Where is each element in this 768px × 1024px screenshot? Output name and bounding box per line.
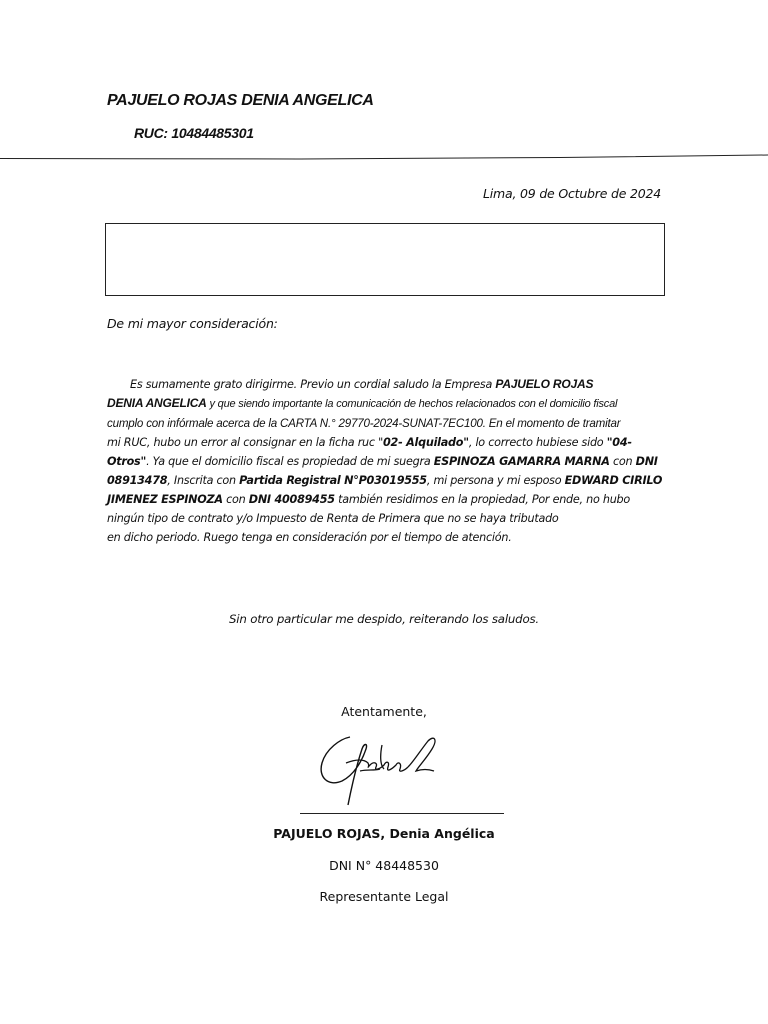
signer-role: Representante Legal xyxy=(319,889,449,904)
signature-icon xyxy=(310,725,450,810)
body-line: Es sumamente grato dirigirme. Previo un cordial saludo la Empresa PAJUELO ROJAS xyxy=(130,377,594,391)
letter-body xyxy=(107,375,663,547)
letter-date: Lima, 09 de Octubre de 2024 xyxy=(483,186,661,201)
sender-ruc: RUC: 10484485301 xyxy=(134,125,254,141)
sender-name: PAJUELO ROJAS DENIA ANGELICA xyxy=(107,92,374,109)
greeting: De mi mayor consideración: xyxy=(107,316,278,331)
signer-name: PAJUELO ROJAS, Denia Angélica xyxy=(273,826,495,841)
body-line: JIMENEZ ESPINOZA con DNI 40089455 también residimos en la propiedad, Por ende, no hubo xyxy=(107,493,631,506)
body-line: 08913478, Inscrita con Partida Registral N°P03019555, mi persona y mi esposo EDWARD CIRILO xyxy=(107,474,663,487)
header-divider xyxy=(0,150,768,162)
body-line: Otros". Ya que el domicilio fiscal es propiedad de mi suegra ESPINOZA GAMARRA MARNA con DNI xyxy=(107,455,658,468)
signature-line xyxy=(300,813,504,814)
body-line: en dicho periodo. Ruego tenga en consideración por el tiempo de atención. xyxy=(107,531,512,544)
signoff: Atentamente, xyxy=(341,704,427,719)
signer-dni: DNI N° 48448530 xyxy=(329,858,439,873)
body-line: mi RUC, hubo un error al consignar en la ficha ruc "02- Alquilado", lo correcto hubiese sido "04- xyxy=(107,436,632,449)
body-line: ningún tipo de contrato y/o Impuesto de Renta de Primera que no se haya tributado xyxy=(107,512,559,525)
closing-line: Sin otro particular me despido, reiterando los saludos. xyxy=(229,612,539,626)
body-line: cumplo con infórmale acerca de la CARTA N.° 29770-2024-SUNAT-7EC100. En el momento de tramitar xyxy=(107,417,621,430)
body-line: DENIA ANGELICA y que siendo importante la comunicación de hechos relacionados con el domicilio fiscal xyxy=(107,396,618,410)
recipient-box xyxy=(105,223,665,296)
